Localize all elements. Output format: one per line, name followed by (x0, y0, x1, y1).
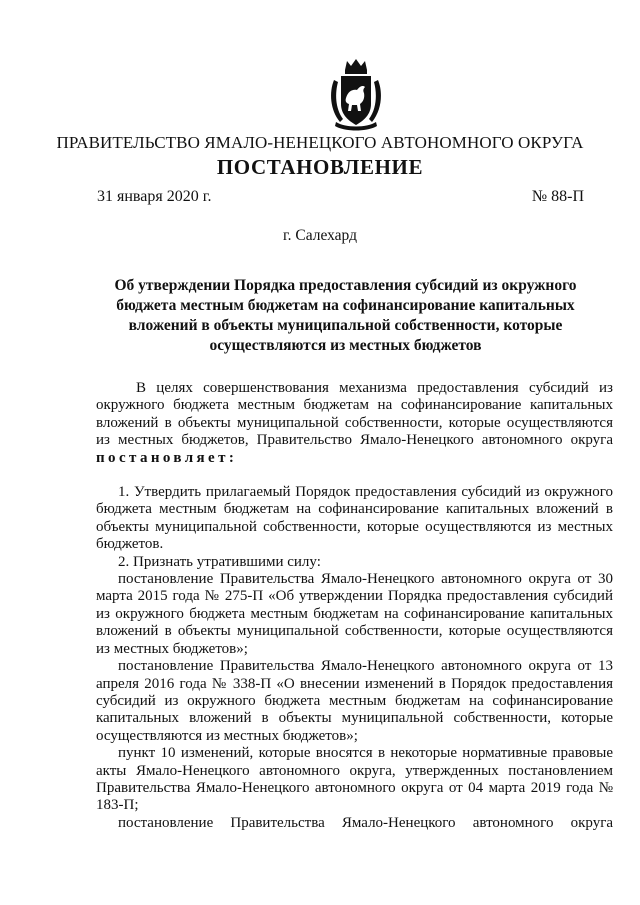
repeal-paragraph-3: пункт 10 изменений, которые вносятся в некоторые нормативные правовые акты Ямало-Ненецкого автономного округа, утвержденных постановлением Правительства Ямало-Ненецкого автономного округа от 04 марта 2019 года № 183-П; (96, 745, 613, 814)
repeal-paragraph-1: постановление Правительства Ямало-Ненецкого автономного округа от 30 марта 2015 года № 275-П «Об утверждении Порядка предоставления субсидий из окружного бюджета местным бюджетам на софинансирование капитальных вложений в объекты муниципальной собственности, которые осуществляются из местных бюджетов»; (96, 571, 613, 657)
document-body (96, 380, 613, 832)
intro-text: В целях совершенствования механизма предоставления субсидий из окружного бюджета местным бюджетам на софинансирование капитальных вложений в объекты муниципальной собственности, которые осуществляются из местных бюджетов, Правительство Ямало-Ненецкого автономного округа (96, 380, 613, 449)
government-name: ПРАВИТЕЛЬСТВО ЯМАЛО-НЕНЕЦКОГО АВТОНОМНОГО ОКРУГА (56, 133, 584, 152)
document-title: Об утверждении Порядка предоставления субсидий из окружного бюджета местным бюджетам на софинансирование капитальных вложений в объекты муниципальной собственности, которые осуществляются из местных бюджетов (114, 277, 577, 354)
repeal-paragraph-2: постановление Правительства Ямало-Ненецкого автономного округа от 13 апреля 2016 года № 338-П «О внесении изменений в Порядок предоставления субсидий из окружного бюджета местным бюджетам на софинансирование капитальных вложений в объекты муниципальной собственности, которые осуществляются из местных бюджетов»; (96, 658, 613, 744)
document-number: № 88-П (531, 188, 584, 205)
document-date: 31 января 2020 г. (97, 188, 212, 205)
intro-paragraph (96, 380, 613, 467)
item-1-paragraph: 1. Утвердить прилагаемый Порядок предоставления субсидий из окружного бюджета местным бюджетам на софинансирование капитальных вложений в объекты муниципальной собственности, которые осуществляются из местных бюджетов. (96, 484, 613, 553)
resolves-word: постановляет: (96, 449, 238, 466)
repeal-paragraph-4: постановление Правительства Ямало-Ненецкого автономного округа (118, 814, 613, 831)
document-type: ПОСТАНОВЛЕНИЕ (216, 155, 424, 179)
item-2-paragraph: 2. Признать утратившими силу: (118, 553, 321, 570)
coat-of-arms-icon (327, 58, 385, 132)
document-city: г. Салехард (283, 227, 357, 244)
